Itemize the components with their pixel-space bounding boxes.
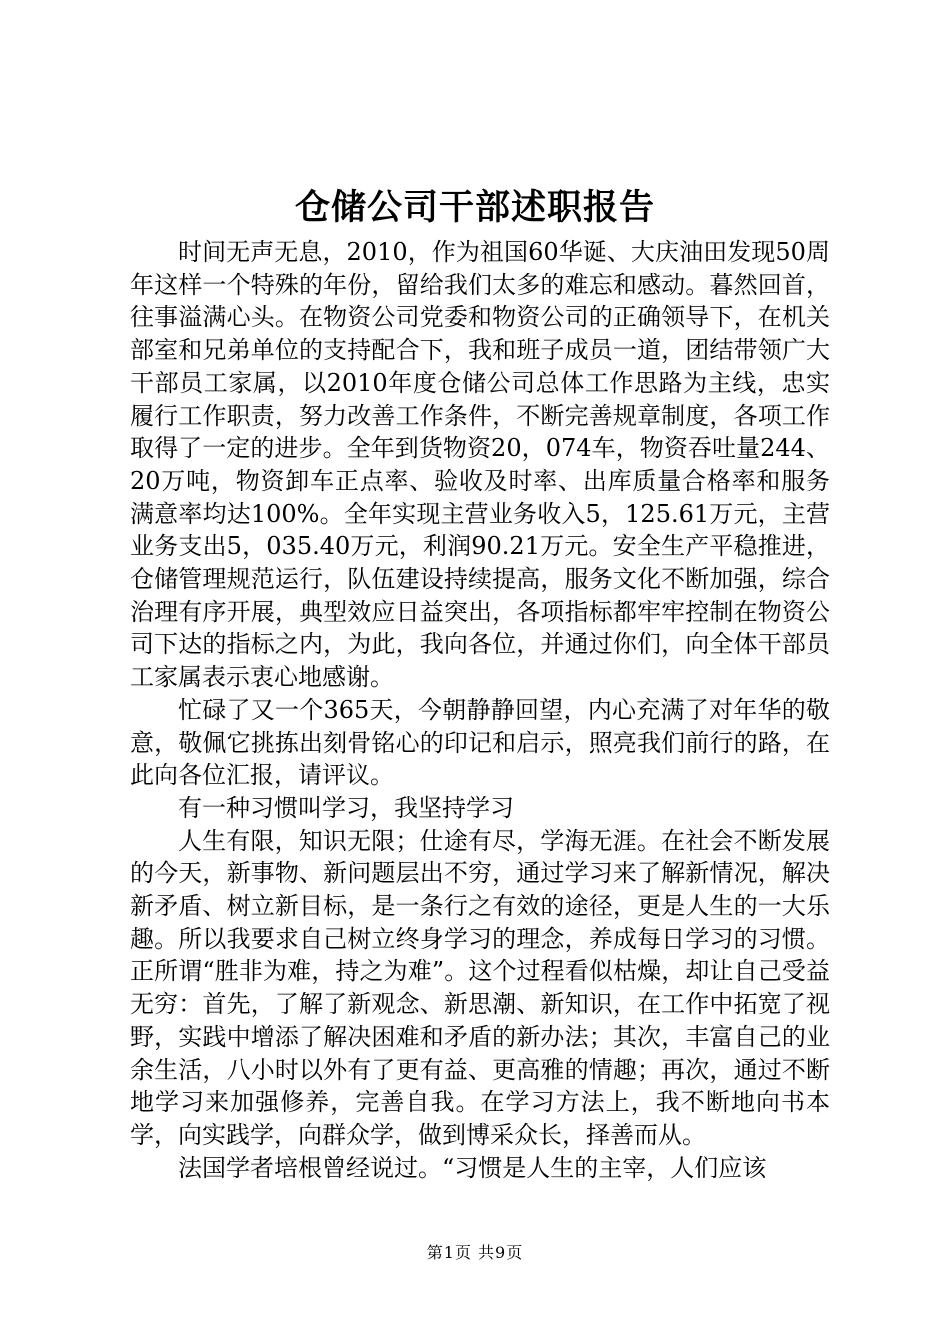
paragraph-opening: 时间无声无息，2010，作为祖国60华诞、大庆油田发现50周年这样一个特殊的年份，留给我们太多的难忘和感动。暮然回首，往事溢满心头。在物资公司党委和物资公司的正确领导下，在机关部室和兄弟单位的支持配合下，我和班子成员一道，团结带领广大干部员工家属，以2010年度仓储公司总体工作思路为主线，忠实履行工作职责，努力改善工作条件，不断完善规章制度，各项工作取得了一定的进步。全年到货物资20，074车，物资吞吐量244、20万吨，物资卸车正点率、验收及时率、出库质量合格率和服务满意率均达100%。全年实现主营业务收入5，125.61万元，主营业务支出5，035.40万元，利润90.21万元。安全生产平稳推进，仓储管理规范运行，队伍建设持续提高，服务文化不断加强，综合治理有序开展，典型效应日益突出，各项指标都牢牢控制在物资公司下达的指标之内，为此，我向各位，并通过你们，向全体干部员工家属表示衷心地感谢。 (130, 238, 830, 692)
paragraph-review: 忙碌了又一个365天，今朝静静回望，内心充满了对年华的敬意，敬佩它挑拣出刻骨铭心的印记和启示，照亮我们前行的路，在此向各位汇报，请评议。 (130, 695, 830, 790)
document-body (130, 236, 830, 1184)
paragraph-learning: 人生有限，知识无限；仕途有尽，学海无涯。在社会不断发展的今天，新事物、新问题层出不穷，通过学习来了解新情况，解决新矛盾、树立新目标，是一条行之有效的途径，更是人生的一大乐趣。所以我要求自己树立终身学习的理念，养成每日学习的习惯。正所谓“胜非为难，持之为难”。这个过程看似枯燥，却让自己受益无穷：首先，了解了新观念、新思潮、新知识，在工作中拓宽了视野，实践中增添了解决困难和矛盾的新办法；其次，丰富自己的业余生活，八小时以外有了更有益、更高雅的情趣；再次，通过不断地学习来加强修养，完善自我。在学习方法上，我不断地向书本学，向实践学，向群众学，做到博采众长，择善而从。 (130, 826, 830, 1149)
section-heading-learning: 有一种习惯叫学习，我坚持学习 (178, 793, 514, 822)
page-footer: 第1页 共9页 (426, 1243, 524, 1262)
document-title: 仓储公司干部述职报告 (294, 187, 655, 228)
paragraph-bacon-quote: 法国学者培根曾经说过。“习惯是人生的主宰，人们应该 (178, 1153, 767, 1182)
